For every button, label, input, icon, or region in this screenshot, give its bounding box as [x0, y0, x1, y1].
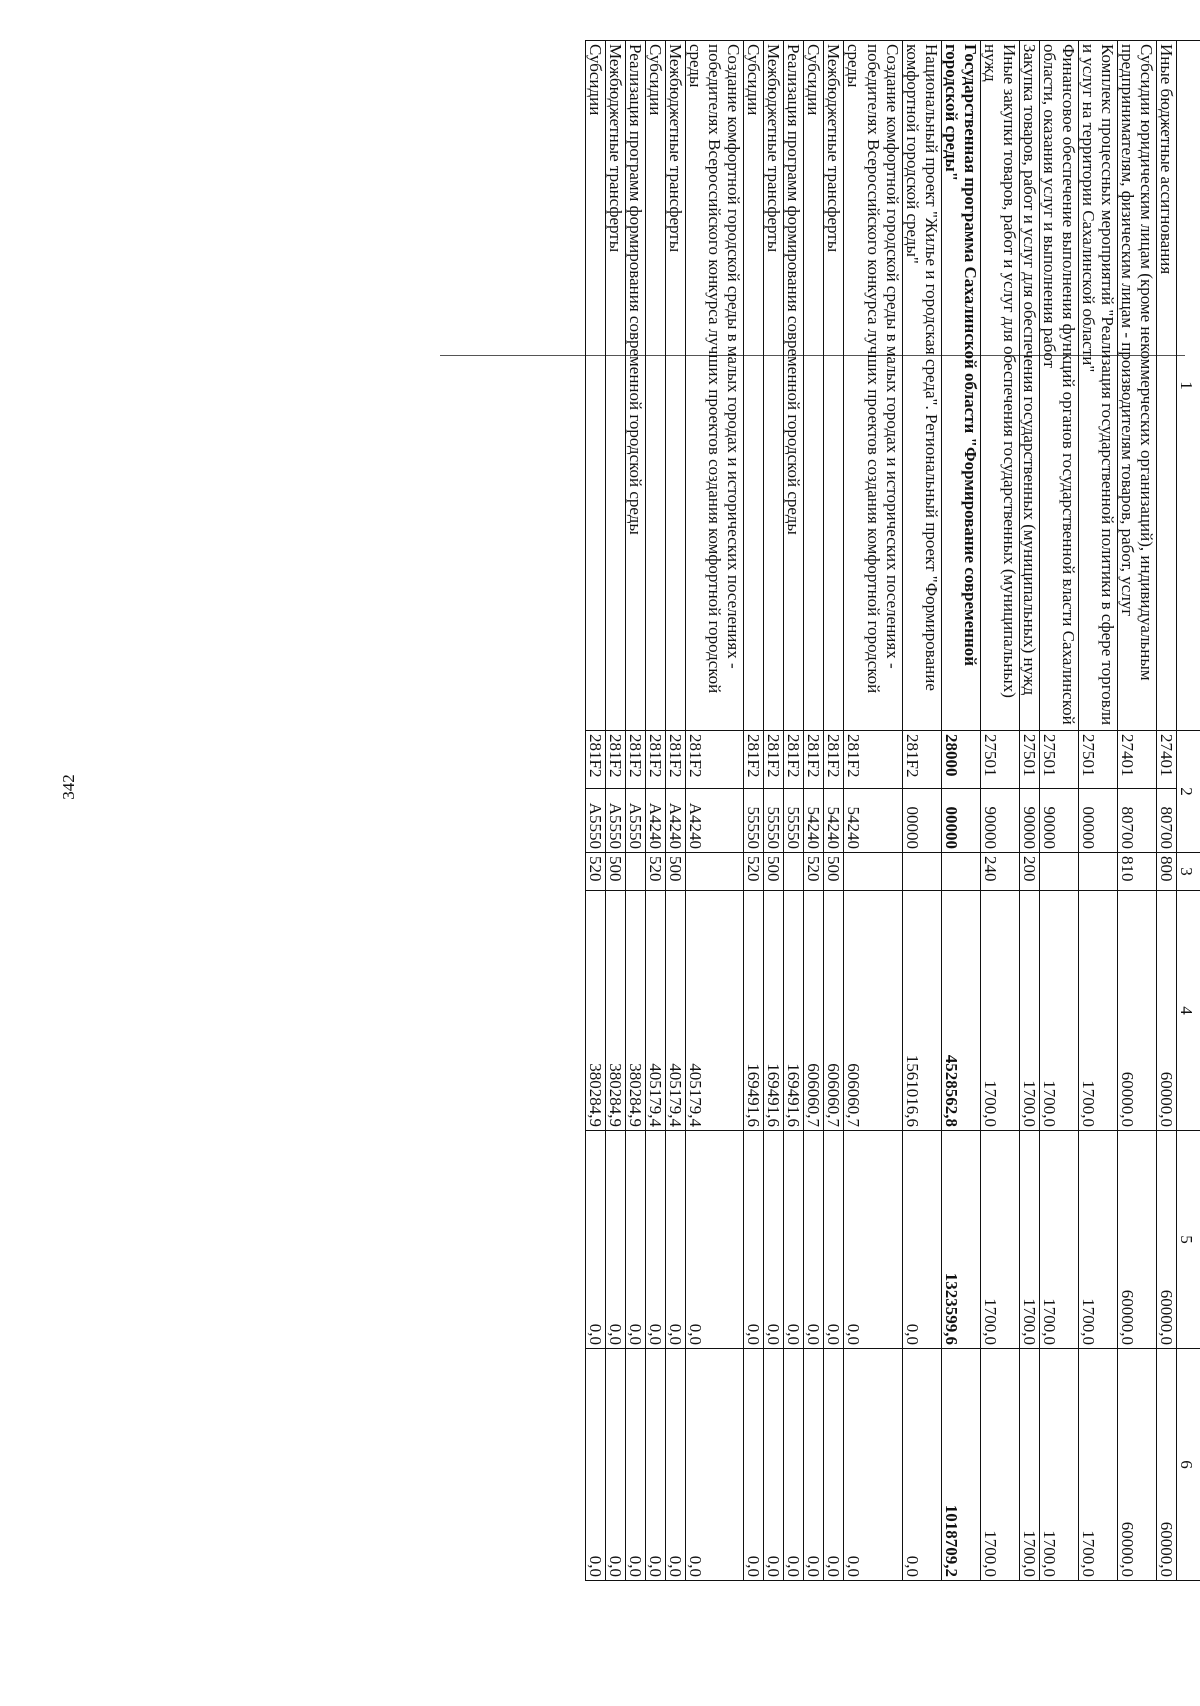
- row-expense-type: 800: [1156, 853, 1176, 891]
- row-expense-type: 520: [646, 853, 666, 891]
- row-value-col5: 0,0: [844, 1131, 902, 1349]
- row-value-col4: 4528562,8: [941, 891, 980, 1131]
- table-row: [666, 41, 686, 1581]
- row-value-col6: 0,0: [844, 1349, 902, 1581]
- row-value-col6: 1018709,2: [941, 1349, 980, 1581]
- row-expense-type: 500: [824, 853, 844, 891]
- row-value-col6: 0,0: [586, 1349, 606, 1581]
- row-name: Закупка товаров, работ и услуг для обеспечения государственных (муниципальных) нужд: [1019, 41, 1039, 731]
- row-value-col6: 0,0: [804, 1349, 824, 1581]
- row-program-code: 281F2: [586, 731, 606, 789]
- row-expense-type: 240: [980, 853, 1019, 891]
- row-value-col4: 405179,4: [646, 891, 666, 1131]
- row-name: Реализация программ формирования современной городской среды: [784, 41, 804, 731]
- row-name: Субсидии: [804, 41, 824, 731]
- row-value-col4: 606060,7: [804, 891, 824, 1131]
- row-program-code: 281F2: [902, 731, 941, 789]
- header-col-5: 5: [1177, 1131, 1200, 1349]
- row-value-col5: 60000,0: [1156, 1131, 1176, 1349]
- row-value-col4: 380284,9: [586, 891, 606, 1131]
- row-expense-type: [844, 853, 902, 891]
- row-expense-type: 520: [804, 853, 824, 891]
- header-col-6: 6: [1177, 1349, 1200, 1581]
- row-value-col5: 0,0: [686, 1131, 744, 1349]
- row-direction-code: 55550: [784, 789, 804, 853]
- row-direction-code: 80700: [1117, 789, 1156, 853]
- row-value-col4: 60000,0: [1117, 891, 1156, 1131]
- row-direction-code: 54240: [824, 789, 844, 853]
- row-value-col6: 0,0: [744, 1349, 764, 1581]
- row-value-col5: 0,0: [784, 1131, 804, 1349]
- table-row: [844, 41, 902, 1581]
- table-row: [626, 41, 646, 1581]
- row-name: Создание комфортной городской среды в малых городах и исторических поселениях - победителях Всероссийского конкурса лучших проектов создания комфортной городской среды: [686, 41, 744, 731]
- table-row: [824, 41, 844, 1581]
- row-name: Национальный проект "Жилье и городская среда". Региональный проект "Формирование комфортной городской среды": [902, 41, 941, 731]
- row-value-col4: 606060,7: [844, 891, 902, 1131]
- row-value-col4: 380284,9: [626, 891, 646, 1131]
- row-program-code: 281F2: [824, 731, 844, 789]
- table-row: [606, 41, 626, 1581]
- row-value-col6: 60000,0: [1117, 1349, 1156, 1581]
- row-value-col4: 1700,0: [1019, 891, 1039, 1131]
- row-value-col5: 1700,0: [1019, 1131, 1039, 1349]
- row-program-code: 281F2: [844, 731, 902, 789]
- row-expense-type: 500: [606, 853, 626, 891]
- row-value-col6: 0,0: [784, 1349, 804, 1581]
- row-value-col4: 1561016,6: [902, 891, 941, 1131]
- row-expense-type: [626, 853, 646, 891]
- row-value-col5: 0,0: [764, 1131, 784, 1349]
- row-name: Субсидии юридическим лицам (кроме некоммерческих организаций), индивидуальным предпринимателям, физическим лицам - производителям товаров, работ, услуг: [1117, 41, 1156, 731]
- row-name: Межбюджетные трансферты: [606, 41, 626, 731]
- row-value-col4: 1700,0: [980, 891, 1019, 1131]
- row-value-col4: 169491,6: [744, 891, 764, 1131]
- header-col-1: 1: [1177, 41, 1200, 731]
- row-value-col6: 0,0: [686, 1349, 744, 1581]
- row-program-code: 281F2: [804, 731, 824, 789]
- row-direction-code: 80700: [1156, 789, 1176, 853]
- row-name: Комплекс процессных мероприятий "Реализация государственной политики в сфере торговли и услуг на территории Сахалинской области": [1078, 41, 1117, 731]
- table-row: [686, 41, 744, 1581]
- row-program-code: 281F2: [626, 731, 646, 789]
- row-value-col4: 1700,0: [1039, 891, 1078, 1131]
- row-program-code: 281F2: [764, 731, 784, 789]
- table-row: [902, 41, 941, 1581]
- row-value-col6: 60000,0: [1156, 1349, 1176, 1581]
- row-value-col6: 0,0: [824, 1349, 844, 1581]
- row-value-col5: 1700,0: [1078, 1131, 1117, 1349]
- row-name: Финансовое обеспечение выполнения функций органов государственной власти Сахалинской области, оказания услуг и выполнения работ: [1039, 41, 1078, 731]
- row-value-col5: 1323599,6: [941, 1131, 980, 1349]
- row-value-col6: 0,0: [764, 1349, 784, 1581]
- row-name: Межбюджетные трансферты: [666, 41, 686, 731]
- row-program-code: 281F2: [784, 731, 804, 789]
- budget-table: [585, 40, 1200, 1581]
- table-row: [646, 41, 666, 1581]
- table-row: [1156, 41, 1176, 1581]
- row-value-col6: 1700,0: [1019, 1349, 1039, 1581]
- table-row: [941, 41, 980, 1581]
- row-expense-type: [1078, 853, 1117, 891]
- row-program-code: 281F2: [606, 731, 626, 789]
- row-expense-type: [941, 853, 980, 891]
- table-row: [784, 41, 804, 1581]
- row-program-code: 27401: [1117, 731, 1156, 789]
- row-program-code: 281F2: [744, 731, 764, 789]
- row-name: Иные бюджетные ассигнования: [1156, 41, 1176, 731]
- row-name: Межбюджетные трансферты: [764, 41, 784, 731]
- row-name: Иные закупки товаров, работ и услуг для обеспечения государственных (муниципальных) нужд: [980, 41, 1019, 731]
- row-program-code: 27501: [1039, 731, 1078, 789]
- row-value-col5: 0,0: [824, 1131, 844, 1349]
- row-value-col6: 0,0: [606, 1349, 626, 1581]
- row-value-col5: 0,0: [744, 1131, 764, 1349]
- header-row: [1177, 41, 1200, 1581]
- row-program-code: 28000: [941, 731, 980, 789]
- table-row: [764, 41, 784, 1581]
- table-row: [1019, 41, 1039, 1581]
- row-program-code: 27501: [1019, 731, 1039, 789]
- row-value-col6: 1700,0: [1078, 1349, 1117, 1581]
- row-program-code: 27401: [1156, 731, 1176, 789]
- page-number: 342: [58, 774, 78, 800]
- row-value-col5: 0,0: [646, 1131, 666, 1349]
- row-expense-type: 520: [586, 853, 606, 891]
- row-program-code: 281F2: [646, 731, 666, 789]
- table-row: [1117, 41, 1156, 1581]
- row-value-col5: 0,0: [902, 1131, 941, 1349]
- row-value-col4: 60000,0: [1156, 891, 1176, 1131]
- row-expense-type: 500: [666, 853, 686, 891]
- row-value-col6: 1700,0: [980, 1349, 1019, 1581]
- row-direction-code: 90000: [1039, 789, 1078, 853]
- rotated-table-container: [80, 40, 1200, 1580]
- row-value-col4: 1700,0: [1078, 891, 1117, 1131]
- row-name: Реализация программ формирования современной городской среды: [626, 41, 646, 731]
- row-direction-code: A5550: [606, 789, 626, 853]
- row-direction-code: A5550: [586, 789, 606, 853]
- table-row: [980, 41, 1019, 1581]
- row-direction-code: 90000: [980, 789, 1019, 853]
- row-value-col5: 1700,0: [1039, 1131, 1078, 1349]
- table-row: [804, 41, 824, 1581]
- row-expense-type: 810: [1117, 853, 1156, 891]
- row-name: Субсидии: [744, 41, 764, 731]
- row-value-col5: 60000,0: [1117, 1131, 1156, 1349]
- row-value-col5: 0,0: [626, 1131, 646, 1349]
- table-row: [1039, 41, 1078, 1581]
- row-direction-code: 54240: [804, 789, 824, 853]
- row-value-col6: 0,0: [902, 1349, 941, 1581]
- row-direction-code: 00000: [902, 789, 941, 853]
- row-direction-code: 00000: [1078, 789, 1117, 853]
- row-direction-code: A5550: [626, 789, 646, 853]
- row-direction-code: 54240: [844, 789, 902, 853]
- row-name: Межбюджетные трансферты: [824, 41, 844, 731]
- table-row: [744, 41, 764, 1581]
- row-program-code: 281F2: [666, 731, 686, 789]
- row-value-col6: 0,0: [626, 1349, 646, 1581]
- row-direction-code: 90000: [1019, 789, 1039, 853]
- row-direction-code: A4240: [666, 789, 686, 853]
- row-expense-type: [1039, 853, 1078, 891]
- row-value-col4: 405179,4: [686, 891, 744, 1131]
- row-value-col5: 0,0: [666, 1131, 686, 1349]
- row-value-col6: 1700,0: [1039, 1349, 1078, 1581]
- row-direction-code: 55550: [764, 789, 784, 853]
- row-value-col5: 0,0: [804, 1131, 824, 1349]
- row-direction-code: A4240: [686, 789, 744, 853]
- row-value-col6: 0,0: [666, 1349, 686, 1581]
- row-program-code: 27501: [1078, 731, 1117, 789]
- row-value-col5: 0,0: [606, 1131, 626, 1349]
- header-col-4: 4: [1177, 891, 1200, 1131]
- row-expense-type: 520: [744, 853, 764, 891]
- row-value-col4: 405179,4: [666, 891, 686, 1131]
- row-value-col4: 169491,6: [784, 891, 804, 1131]
- row-name: Субсидии: [646, 41, 666, 731]
- row-name: Создание комфортной городской среды в малых городах и исторических поселениях - победителях Всероссийского конкурса лучших проектов создания комфортной городской среды: [844, 41, 902, 731]
- table-row: [1078, 41, 1117, 1581]
- row-expense-type: [784, 853, 804, 891]
- row-program-code: 27501: [980, 731, 1019, 789]
- row-value-col5: 1700,0: [980, 1131, 1019, 1349]
- row-value-col4: 380284,9: [606, 891, 626, 1131]
- row-direction-code: 55550: [744, 789, 764, 853]
- row-expense-type: 500: [764, 853, 784, 891]
- row-value-col4: 169491,6: [764, 891, 784, 1131]
- row-direction-code: A4240: [646, 789, 666, 853]
- row-value-col6: 0,0: [646, 1349, 666, 1581]
- row-direction-code: 00000: [941, 789, 980, 853]
- row-name: Субсидии: [586, 41, 606, 731]
- row-expense-type: [902, 853, 941, 891]
- row-expense-type: [686, 853, 744, 891]
- row-value-col5: 0,0: [586, 1131, 606, 1349]
- header-col-2: 2: [1177, 731, 1200, 853]
- row-program-code: 281F2: [686, 731, 744, 789]
- header-col-3: 3: [1177, 853, 1200, 891]
- row-value-col4: 606060,7: [824, 891, 844, 1131]
- row-name: Государственная программа Сахалинской области "Формирование современной городской среды": [941, 41, 980, 731]
- row-expense-type: 200: [1019, 853, 1039, 891]
- table-row: [586, 41, 606, 1581]
